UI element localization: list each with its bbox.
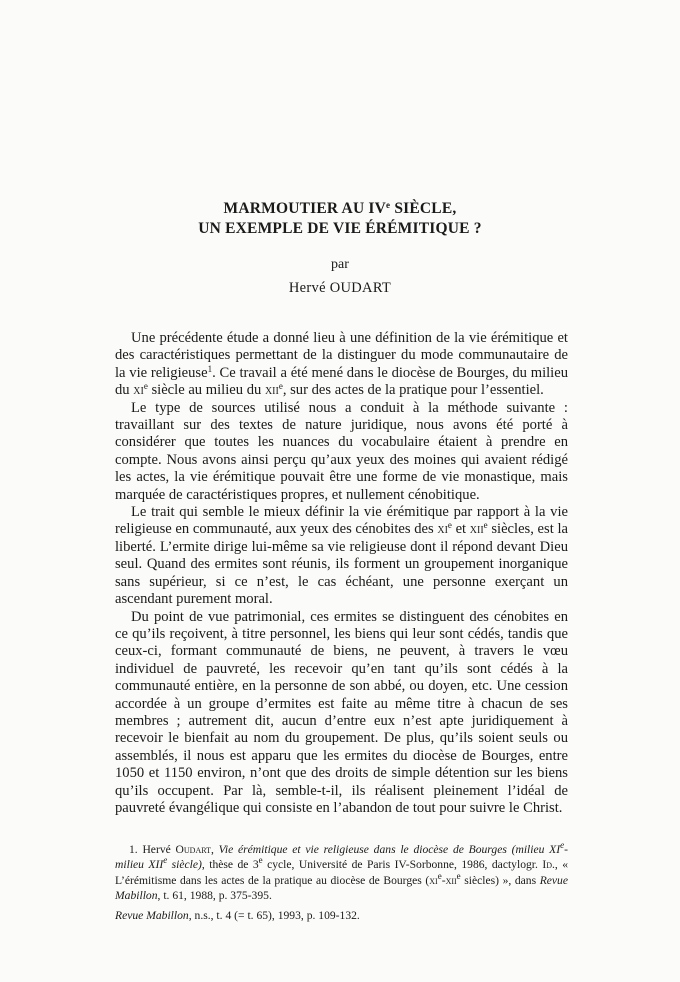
fn-id: Id. — [542, 858, 555, 872]
century-xii: xii — [469, 521, 484, 538]
century-xi: xi — [437, 521, 448, 538]
p3-text-a: Le trait qui semble le mieux définir la vie érémitique par rapport à la vie religieuse en communauté, aux yeux des cénobites des — [115, 504, 568, 538]
fn-author: Oudart — [175, 843, 211, 856]
fn-sup: e — [163, 855, 168, 866]
title-text-1-end: SIÈCLE, — [390, 200, 457, 217]
paragraph-4: Du point de vue patrimonial, ces ermites se distinguent des cénobites en ce qu’ils reçoivent, à titre personnel, les biens qui leur sont cédés, tandis que ceux-ci, formant communauté de biens, ne peuvent, à travers le vœu individuel de pauvreté, les recevoir qu’en tant qu’ils sont cédés à la communauté entière, en la personne de son abbé, ou doyen, etc. Une cession accordée à un groupe d’ermites est faite au même titre à chacun de ses membres ; autrement dit, aucun d’entre eux n’est apte juridiquement à recevoir le bienfait au nom du groupement. De plus, qu’ils soient seuls ou assemblés, il nous est apparu que les ermites du diocèse de Bourges, entre 1050 et 1150 environ, n’ont que des droits de simple détention sur les biens qu’ils occupent. Par là, semble-t-il, ils réalisent pleinement l’idéal de pauvreté évangélique qui consiste en l’abandon de tout pour suivre le Christ. — [115, 608, 568, 816]
fn-t3: cycle, Université de Paris IV-Sorbonne, 1986, dactylogr. — [262, 858, 538, 872]
byline-par: par — [331, 257, 349, 272]
footnote-1 — [115, 842, 568, 904]
fn-t4: , « L’érémitisme dans les actes de la pratique au diocèse de Bourges ( — [115, 858, 569, 887]
fn-t5: siècles) », dans — [460, 873, 540, 887]
fn-sup: e — [437, 870, 442, 881]
footnote-text — [115, 842, 568, 904]
fn-t2: , thèse de 3 — [201, 858, 259, 872]
fn-century-xii: xii — [445, 873, 457, 887]
publication-reference — [115, 908, 568, 923]
fn-title-c: siècle) — [167, 858, 202, 872]
fn-century-xi: xi — [429, 873, 438, 887]
fn-t1: , — [210, 843, 219, 856]
p3-text-c: siècles, est la liberté. L’ermite dirige lui-même sa vie religieuse dont il répond devant Dieu seul. Quand des ermites sont réunis, ils forment un groupement inorganique sans supérieur, si ce n’est, le cas échéant, une personne exerçant un ascendant purement moral. — [115, 521, 568, 608]
fn-title-b: -milieu XII — [115, 843, 568, 872]
author-name: Hervé OUDART — [288, 280, 392, 296]
century-sup: e — [143, 381, 148, 392]
p3-text-b: et — [451, 521, 470, 538]
paragraph-2: Le type de sources utilisé nous a conduit à la méthode suivante : travaillant sur des textes de nature juridique, nous avons été porté à considérer que toutes les nuances du vocabulaire étaient à prendre en compte. Nous avons ainsi perçu qu’aux yeux des moines qui avaient rédigé les actes, la vie érémitique pouvait être une forme de vie monastique, mais marquée de caractéristiques propres, et nullement cénobitique. — [115, 399, 568, 503]
p1-text-e: , sur des actes de la pratique pour l’essentiel. — [282, 382, 544, 399]
century-sup: e — [483, 520, 488, 531]
fn-t6: , t. 61, 1988, p. 375-395. — [157, 889, 272, 903]
p1-text-d: siècle au milieu du — [147, 382, 265, 399]
paragraph-1 — [115, 330, 568, 400]
title-sup: e — [386, 200, 391, 210]
fn-sup: e — [456, 870, 461, 881]
paragraph-3 — [115, 504, 568, 608]
reference-details: , n.s., t. 4 (= t. 65), 1993, p. 109-132. — [188, 909, 360, 922]
century-xii: xii — [264, 382, 279, 399]
p1-text-a: Une précédente étude a donné lieu à une définition de la vie érémitique et des caractéristiques permettant de la distinguer du mode communautaire de la vie religieuse — [115, 330, 568, 381]
fn-sup: e — [258, 855, 263, 866]
article-body — [115, 330, 568, 817]
article-title-line-2: UN EXEMPLE DE VIE ÉRÉMITIQUE ? — [198, 220, 482, 237]
fn-title-a: Vie érémitique et vie religieuse dans le diocèse de Bourges (milieu XI — [218, 843, 561, 856]
century-sup: e — [278, 381, 283, 392]
footnote-marker: 1 — [207, 363, 213, 374]
p1-text-b: . Ce travail a été mené dans le diocèse de Bourges, du milieu du — [115, 364, 569, 399]
fn-dash: - — [441, 873, 446, 887]
century-sup: e — [447, 520, 452, 531]
reference-journal: Revue Mabillon — [115, 909, 189, 922]
article-title-line-1 — [0, 200, 680, 218]
fn-journal: Revue Mabillon — [115, 873, 569, 903]
title-text-1: MARMOUTIER AU IV — [223, 200, 387, 217]
fn-sup: e — [560, 840, 565, 850]
century-xi: xi — [133, 382, 144, 399]
fn-num: 1. Hervé — [129, 843, 176, 856]
